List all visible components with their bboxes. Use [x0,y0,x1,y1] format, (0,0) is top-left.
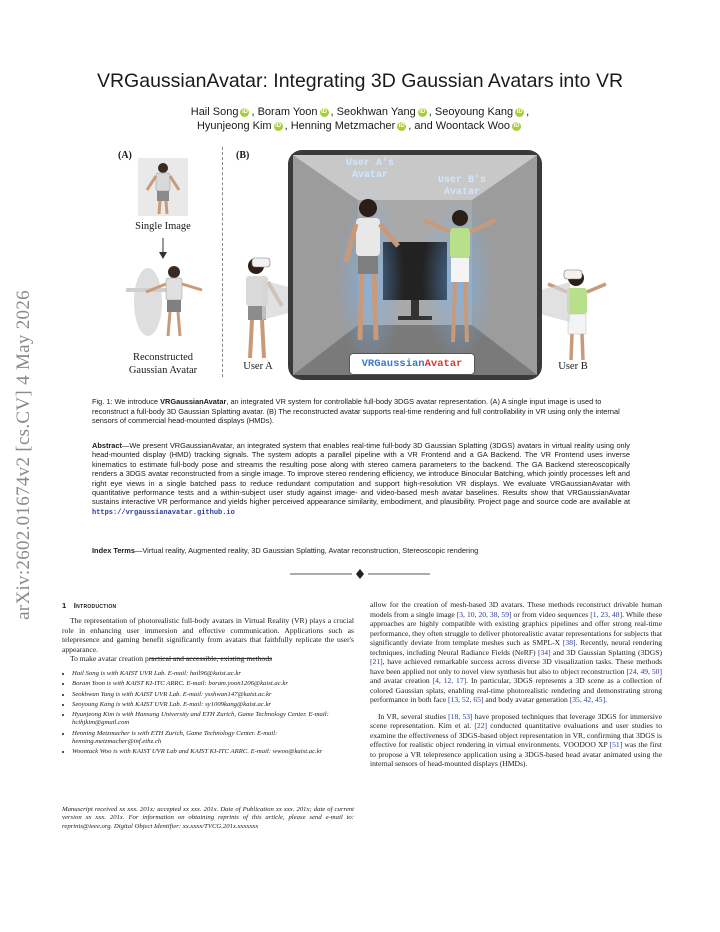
text-run: conducted quantitative evaluations and user studies to examine the effectiveness of 3DGS-based object representation in VR, confirming that 3DGS is effective for realistic object rendering in virtual environments. VOODOO XP [370,721,663,749]
text-run: was the first to propose a VR telepresence application using a 3DGS-based head avatar animated using the internal sensors of head-mounted displays (HMDs). [370,740,662,768]
orcid-icon[interactable]: iD [516,108,523,115]
author-name: Henning Metzmacher [290,120,396,132]
footnote-item: • Woontack Woo is with KAIST UVR Lab and KAIST KI-ITC ARRC. E-mail: wwoo@kaist.ac.kr [72,748,354,756]
text-run: and avatar creation [370,676,433,685]
paper-title: VRGaussianAvatar: Integrating 3D Gaussian Avatars into VR [96,70,624,92]
citation-link[interactable]: [51] [609,740,623,749]
footnote-item: • Henning Metzmacher is with ETH Zurich, Game Technology Center. E-mail: henning.metzmacher@inf.ethz.ch [72,730,354,747]
project-url-link[interactable]: https://vrgaussianavatar.github.io [92,508,235,517]
vrgaussianavatar-logo [349,353,475,375]
avatar-label-line: User A's [345,158,394,169]
manuscript-notice: Manuscript received xx xxx. 201x; accepted xx xxx. 201x. Date of Publication xx xxx. 201x; date of current version xx xxx. 201x. For information on obtaining reprints of this article, please send e-mail to: reprints@ieee.org. Digital Object Identifier: xx.xxxx/TVCG.201x.xxxxxxx [62,806,354,830]
citation-link[interactable]: [4, 12, 17] [432,676,467,685]
author-footnotes [62,670,354,759]
index-terms-text: —Virtual reality, Augmented reality, 3D Gaussian Splatting, Avatar reconstruction, Stereoscopic rendering [135,546,479,555]
citation-link[interactable]: [3, 10, 20, 38, 59] [456,609,512,619]
text-run: . [605,695,608,704]
caption-bold: VRGaussianAvatar [160,397,227,406]
paragraph: To make avatar creation practical and accessible, existing methods [70,654,273,663]
input-photo-figure [138,158,188,216]
citation-link[interactable]: [24, 49, 50] [626,666,662,676]
text-run: have proposed techniques that leverage 3DGS for immersive scene representation. Kim et al. [370,711,662,730]
citation-link[interactable]: [35, 42, 45] [569,695,606,704]
paragraph: The representation of photorealistic full-body avatars in Virtual Reality (VR) plays a crucial role in enhancing user immersion and effective communication. Applications such as telepresence and gaming benefit significantly from avatars that faithfully replicate the user's appearance. [62,616,354,654]
orcid-icon[interactable]: iD [513,122,520,129]
panel-divider [222,147,223,377]
text-run: In VR, several studies [378,711,449,721]
text-run: . In particular, 3DGS represents a 3D scene as a collection of colored Gaussian splats, enabling real-time photorealistic rendering and demonstrating strong performance in both face [370,676,662,704]
citation-link[interactable]: [13, 52, 65] [448,695,484,704]
orcid-icon[interactable]: iD [275,122,282,129]
reconstructed-label-line: Reconstructed [132,352,194,363]
footnote-item: • Hyunjeong Kim is with Hansung University and ETH Zurich, Game Technology Center. E-mail: hcihjkim@gmail.com [72,711,354,728]
author-line-1: Hail Song iD , Boram Yoon iD , Seokhwan Yang iD , Seoyoung Kang iD , [190,106,530,118]
vr-scene-render [288,150,542,380]
footnote-rule [150,658,272,659]
figure-caption [92,397,630,426]
citation-link[interactable]: [18, 53] [448,711,473,721]
logo-part: Avatar [424,358,463,370]
citation-link[interactable]: [22] [474,721,488,730]
user-b-label: User B [558,361,588,372]
section-number: 1 [62,601,67,610]
citation-link[interactable]: [38] [562,638,576,647]
index-terms [92,546,630,555]
abstract-label: Abstract [92,441,122,450]
text-run: . Recently, neural rendering techniques, including Neural Radiance Fields (NeRF) [370,638,663,657]
section-separator [290,568,430,580]
reconstructed-avatar-label [108,351,218,377]
user-a-avatar-label [330,158,410,182]
arxiv-identifier-text: arXiv:2602.01674v2 [cs.CV] 4 May 2026 [13,290,34,620]
caption-prefix: Fig. 1: We introduce [92,397,161,406]
text-run: , have achieved remarkable success across diverse 3D visualization tasks. These methods have been applied not only to novel view synthesis but also to object reconstruction [370,657,662,676]
orcid-icon[interactable]: iD [241,108,248,115]
intro-right-column [370,600,662,776]
text-run: and 3D Gaussian Splatting (3DGS) [550,647,663,657]
author-name: Hyunjeong Kim [196,120,272,132]
avatar-label-line: Avatar [351,170,388,181]
abstract-text: —We present VRGaussianAvatar, an integrated system that enables real-time full-body 3D Gaussian Splatting (3DGS) avatars in virtual reality using only head-mounted display (HMD) tracking signals. The system adopts a parallel pipeline with a VR Frontend and a GA Backend. The VR Frontend uses inverse kinematics to estimate full-body pose and streams the resulting pose along with stereo camera parameters to the backend. The GA Backend stereoscopically renders a 3DGS avatar reconstructed from a single image. To improve stereo rendering efficiency, we introduce Binocular Batching, which jointly processes left and right eye views in a single batched pass to reduce redundant computation and support high-resolution VR displays. We evaluate VRGaussianAvatar with quantitative performance tests and a within-subject user study against image- and video-based mesh avatar baselines. Results show that VRGaussianAvatar sustains interactive VR performance and yields higher perceived appearance similarity, embodiment, and plausibility. Project page and source code are available at [92,441,630,507]
orcid-icon[interactable]: iD [321,108,328,115]
projection-wedge-right [540,282,570,322]
arrow-down-icon [157,238,169,260]
paragraph [370,712,662,769]
footnote-item: • Boram Yoon is with KAIST KI-ITC ARRC. E-mail: boram.yoon1206@kaist.ac.kr [72,680,354,688]
reconstructed-label-line: Gaussian Avatar [128,365,198,376]
user-b-avatar-label [422,175,502,199]
citation-link[interactable]: [1, 23, 48] [590,609,623,619]
panel-label-a: (A) [118,150,132,161]
author-name: and Woontack Woo [414,120,510,132]
text-run: or from video sequences [511,609,591,619]
intro-left-column [62,616,354,664]
section-heading-introduction [62,601,116,610]
text-run: . While these approaches are highly compatible with existing graphics pipelines and offer strong real-time performance, they often struggle to deliver photorealistic avatar representations for subjects that significantly deviate from template meshes such as SMPL-X [370,609,662,647]
orcid-icon[interactable]: iD [419,108,426,115]
reconstructed-avatar-figure [118,262,208,342]
orcid-icon[interactable]: iD [398,122,405,129]
author-name: Seokhwan Yang [336,106,416,118]
panel-label-b: (B) [236,150,250,161]
avatar-label-line: Avatar [443,187,480,198]
logo-part: Gaussian [374,358,425,370]
abstract [92,441,630,518]
arxiv-identifier [4,240,44,670]
author-line-2: Hyunjeong Kim iD , Henning Metzmacher iD , and Woontack Woo iD [196,120,520,132]
section-title: Introduction [73,601,117,610]
author-name: Hail Song [190,106,239,118]
footnote-item: • Hail Song is with KAIST UVR Lab. E-mail: hail96@kaist.ac.kr [72,670,354,678]
citation-link[interactable]: [21] [370,657,383,666]
footnote-item: • Seokhwan Yang is with KAIST UVR Lab. E-mail: ysshwan147@kaist.ac.kr [72,691,354,699]
paragraph [370,600,662,705]
citation-link[interactable]: [34] [537,647,551,657]
author-name: Boram Yoon [257,106,318,118]
text-run: allow for the creation of mesh-based 3D avatars. These methods reconstruct drivable human models from a single image [370,600,662,619]
index-terms-label: Index Terms [92,546,135,555]
author-name: Seoyoung Kang [434,106,514,118]
footnote-item: • Seoyoung Kang is with KAIST UVR Lab. E-mail: sy1009kang@kaist.ac.kr [72,701,354,709]
logo-part: VR [361,358,375,370]
user-a-label: User A [243,361,273,372]
avatar-label-line: User B's [437,175,486,186]
author-list [140,105,580,133]
single-image-label: Single Image [135,221,191,232]
text-run: and body avatar generation [483,695,570,704]
caption-text: , an integrated VR system for controllable full-body 3DGS avatar representation. (A) A single input image is used to reconstruct a full-body 3D Gaussian Splatting avatar. (B) The reconstructed avatar supports real-time rendering and full controllability in VR using only the internal sensors of commercial head-mounted displays (HMDs). [92,397,620,426]
